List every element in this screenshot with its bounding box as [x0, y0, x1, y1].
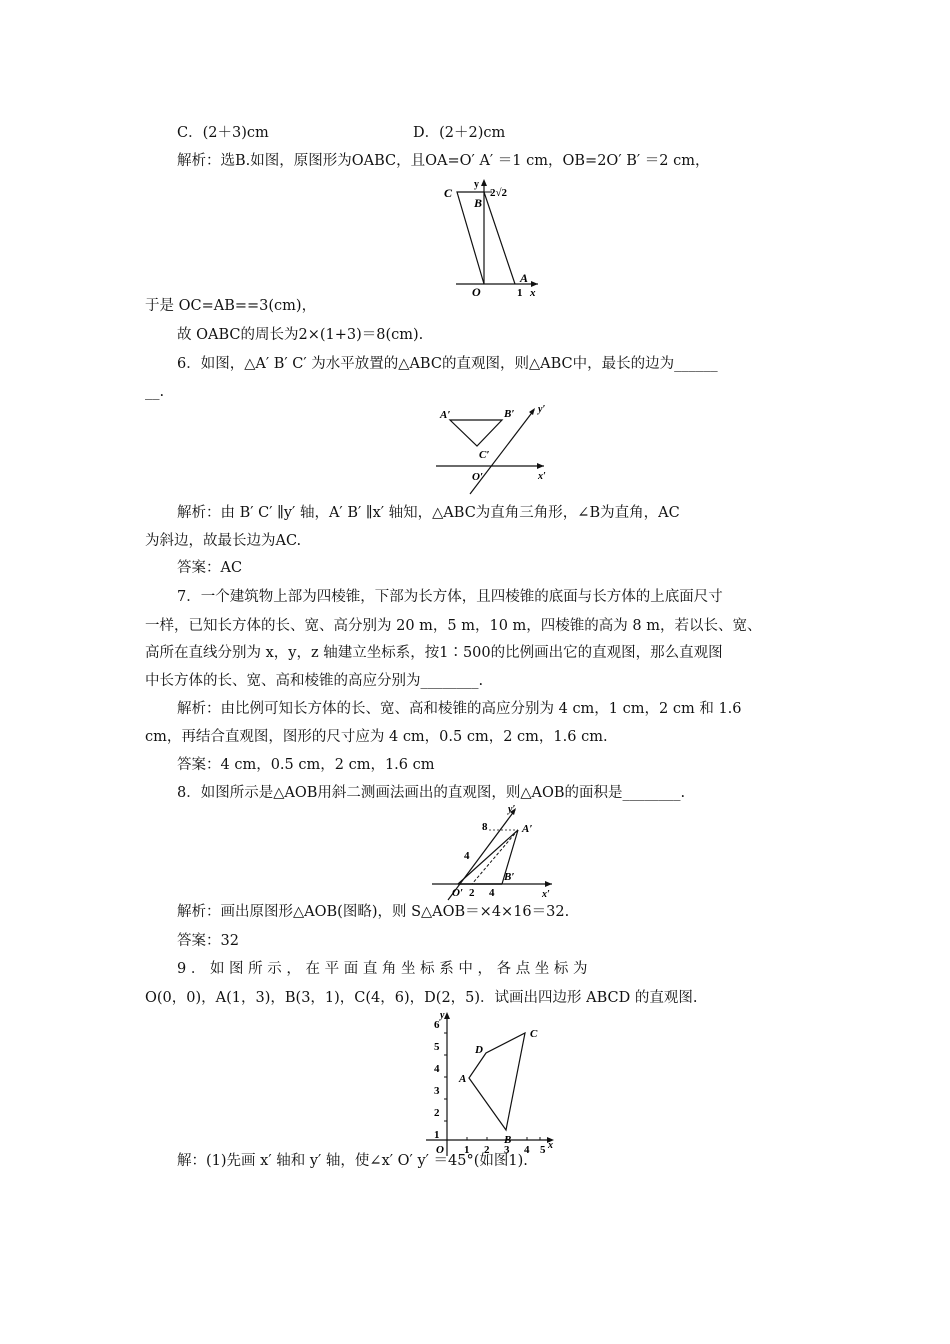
- label-x: x: [530, 287, 536, 299]
- q9-solution-step1: 解：(1)先画 x′ 轴和 y′ 轴，使∠x′ O′ y′ ＝45°(如图1).: [177, 1153, 528, 1169]
- label-d: D: [475, 1044, 483, 1056]
- label-2root2: 2√2: [490, 187, 508, 199]
- label-o-prime: O′: [452, 887, 464, 899]
- q5-line-oc: 于是 OC=AB==3(cm)，: [145, 298, 317, 314]
- q8-question: 8．如图所示是△AOB用斜二测画法画出的直观图，则△AOB的面积是________.: [177, 785, 686, 801]
- q7-question-line2: 一样，已知长方体的长、宽、高分别为 20 m，5 m，10 m，四棱锥的高为 8 m，若以长、宽、: [145, 618, 762, 634]
- q7-question-line4: 中长方体的长、宽、高和棱锥的高应分别为________.: [145, 673, 484, 689]
- q7-answer: 答案：4 cm，0.5 cm，2 cm，1.6 cm: [177, 757, 435, 773]
- q6-solution-line2: 为斜边，故最长边为AC.: [145, 533, 302, 549]
- label-y-prime: y′: [508, 804, 516, 815]
- q6-question-line1: 6．如图，△A′ B′ C′ 为水平放置的△ABC的直观图，则△ABC中，最长的边为______: [177, 356, 718, 372]
- label-a: A: [520, 271, 529, 285]
- label-b: B: [504, 1134, 512, 1146]
- figure-abcd: [420, 1008, 565, 1158]
- xtick-2: 2: [484, 1144, 490, 1156]
- ytick-5: 5: [434, 1041, 440, 1053]
- option-c: C．(2＋3)cm: [177, 125, 269, 141]
- label-c-prime: C′: [479, 449, 490, 461]
- figure-oabc: [440, 175, 550, 300]
- q7-solution-line1: 解析：由比例可知长方体的长、宽、高和棱锥的高应分别为 4 cm，1 cm，2 cm 和 1.6: [177, 701, 742, 717]
- xtick-5: 5: [540, 1144, 546, 1156]
- label-o: O: [436, 1144, 444, 1156]
- tick-2: 2: [469, 887, 475, 899]
- label-b-prime: B′: [504, 871, 515, 883]
- label-c: C: [444, 186, 453, 200]
- q7-question-line1: 7．一个建筑物上部为四棱锥，下部为长方体，且四棱锥的底面与长方体的上底面尺寸: [177, 589, 723, 605]
- q5-solution-line1: 解析：选B.如图，原图形为OABC，且OA=O′ A′ ＝1 cm，OB=2O′ B′ ＝2 cm，: [177, 153, 710, 169]
- label-b: B: [474, 196, 483, 210]
- xtick-4: 4: [524, 1144, 530, 1156]
- label-b-prime: B′: [504, 408, 515, 420]
- label-a-prime: A′: [522, 823, 533, 835]
- label-a-prime: A′: [440, 409, 451, 421]
- label-x: x: [548, 1140, 553, 1151]
- ytick-2: 2: [434, 1107, 440, 1119]
- tick-8: 8: [482, 821, 488, 833]
- xtick-3: 3: [504, 1144, 510, 1156]
- q5-line-perimeter: 故 OABC的周长为2×(1+3)＝8(cm).: [177, 327, 424, 343]
- xtick-1: 1: [464, 1144, 470, 1156]
- tick-4-x: 4: [489, 887, 495, 899]
- q6-answer: 答案：AC: [177, 560, 243, 576]
- ytick-6: 6: [434, 1019, 440, 1031]
- q8-answer: 答案：32: [177, 933, 239, 949]
- q6-solution-line1: 解析：由 B′ C′ ∥y′ 轴，A′ B′ ∥x′ 轴知，△ABC为直角三角形，∠B为直角，AC: [177, 505, 680, 521]
- label-x-prime: x′: [542, 889, 550, 900]
- figure-aob: [428, 804, 558, 902]
- q7-question-line3: 高所在直线分别为 x，y，z 轴建立坐标系，按1∶500的比例画出它的直观图，那么直观图: [145, 645, 723, 661]
- label-y-prime: y′: [538, 404, 546, 415]
- ytick-3: 3: [434, 1085, 440, 1097]
- label-c: C: [530, 1028, 538, 1040]
- label-o: O: [472, 285, 481, 299]
- label-y: y: [474, 179, 479, 190]
- q9-question-line1: 9 ． 如 图 所 示 ， 在 平 面 直 角 坐 标 系 中 ， 各 点 坐 标 为: [177, 961, 588, 977]
- option-d: D．(2＋2)cm: [413, 125, 506, 141]
- q9-question-line2: O(0，0)，A(1，3)，B(3，1)，C(4，6)，D(2，5)．试画出四边形 ABCD 的直观图.: [145, 990, 698, 1006]
- q8-solution: 解析：画出原图形△AOB(图略)，则 S△AOB＝×4×16＝32.: [177, 904, 570, 920]
- label-y: y: [440, 1010, 445, 1021]
- tick-4-y: 4: [464, 850, 470, 862]
- ytick-1: 1: [434, 1129, 440, 1141]
- label-x-prime: x′: [538, 471, 546, 482]
- figure-triangle-abc: [430, 400, 560, 500]
- ytick-4: 4: [434, 1063, 440, 1075]
- label-a: A: [459, 1073, 467, 1085]
- q6-question-line2: __.: [145, 384, 165, 400]
- q7-solution-line2: cm，再结合直观图，图形的尺寸应为 4 cm，0.5 cm，2 cm，1.6 cm.: [145, 729, 608, 745]
- label-o-prime: O′: [472, 471, 484, 483]
- label-one: 1: [517, 287, 523, 299]
